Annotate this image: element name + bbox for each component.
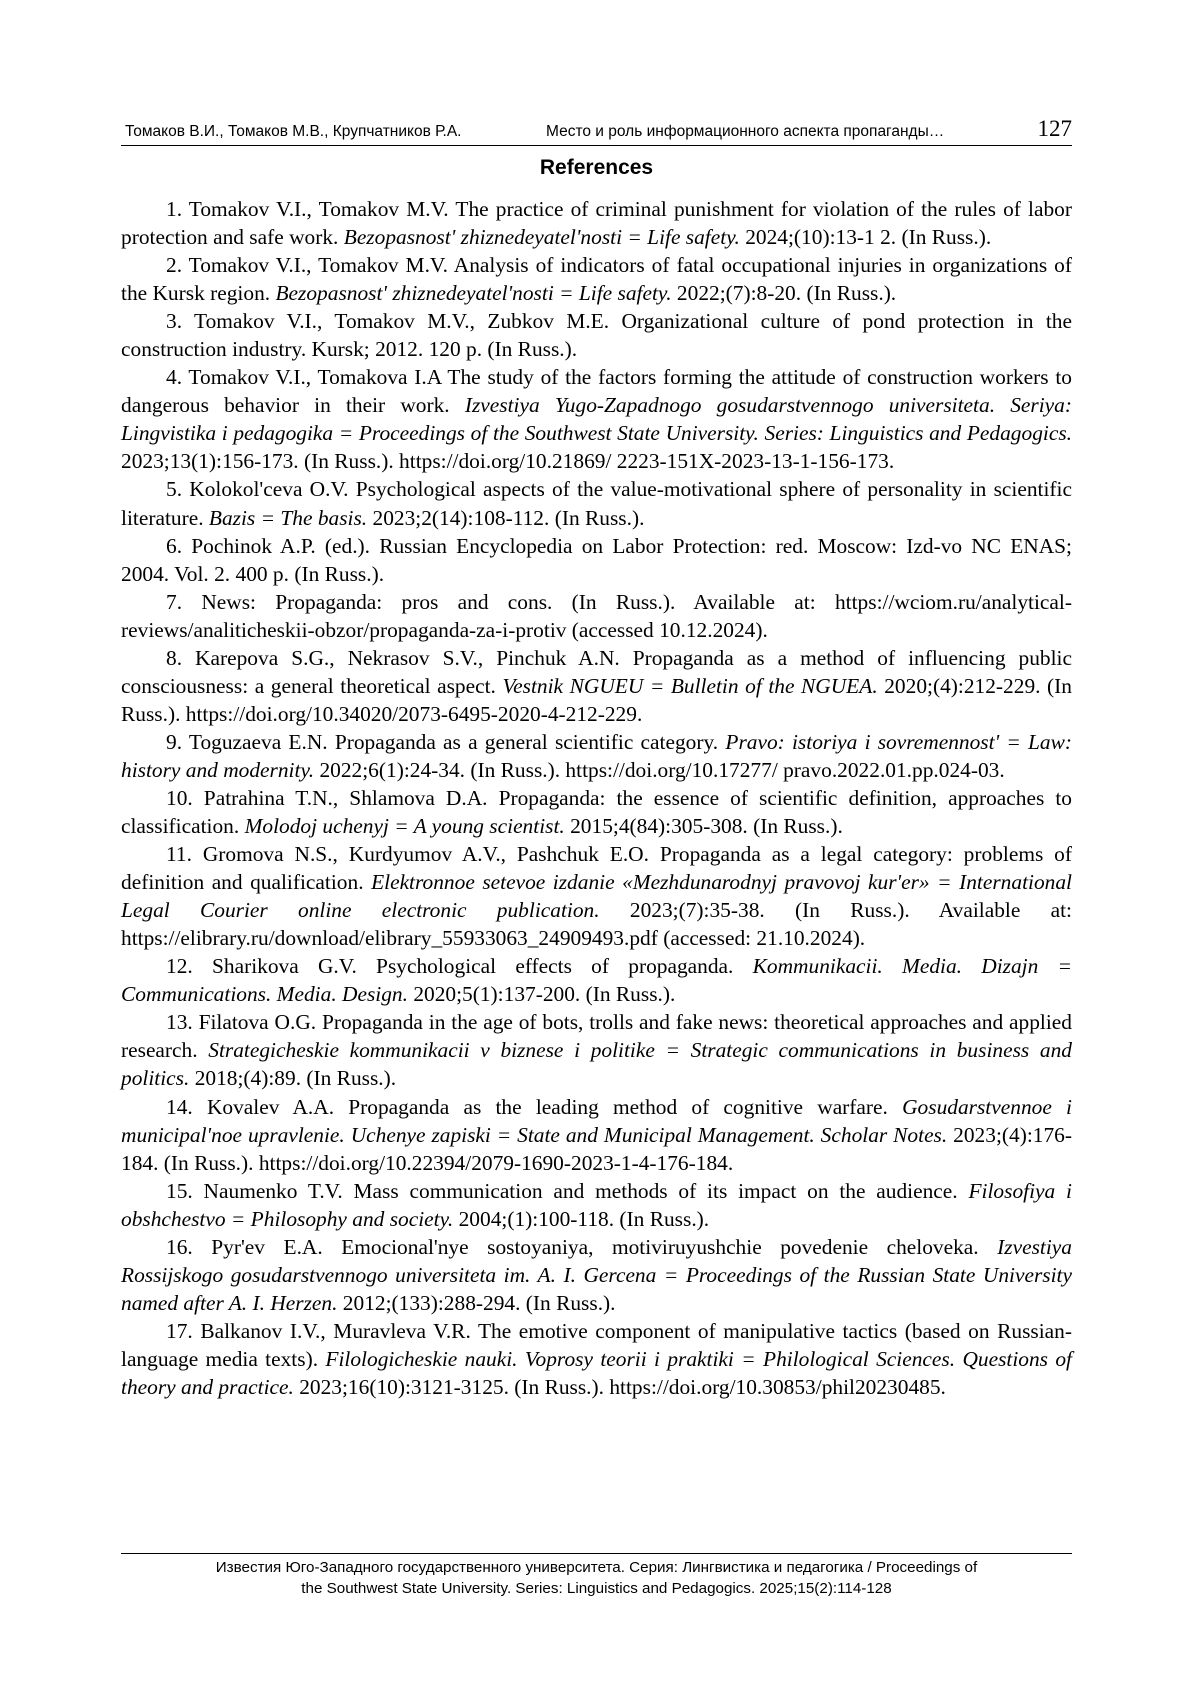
reference-source: Bezopasnost' zhiznedeyatel'nosti = Life safety. (275, 281, 672, 306)
reference-text: 11. Gromova N.S., Kurdyumov A.V., Pashchuk E.O. Propaganda as a legal category: problems of definition and qualification. (121, 842, 1072, 895)
reference-item (121, 728, 1072, 784)
page-number: 127 (1037, 116, 1072, 141)
reference-text: 2024;(10):13-1 2. (In Russ.). (739, 225, 992, 250)
reference-text: 2018;(4):89. (In Russ.). (189, 1066, 397, 1091)
reference-text: 1. Tomakov V.I., Tomakov M.V. The practice of criminal punishment for violation of the rules of labor protection and safe work. (121, 197, 1072, 250)
reference-source: Molodoj uchenyj = A young scientist. (244, 814, 565, 839)
reference-text: 10. Patrahina T.N., Shlamova D.A. Propaganda: the essence of scientific definition, approaches to classification. (121, 785, 1072, 839)
reference-source: Izvestiya Yugo-Zapadnogo gosudarstvennogo universiteta. Seriya: Lingvistika i pedagogika = Proceedings of the Southwest State University. Series: Linguistics and Pedagogics. (121, 393, 1072, 446)
reference-text: 2022;6(1):24-34. (In Russ.). https://doi.org/10.17277/ pravo.2022.01.pp.024-03. (314, 757, 1005, 782)
reference-text: 2020;(4):212-229. (In Russ.). https://doi.org/10.34020/2073-6495-2020-4-212-229. (121, 673, 1072, 726)
reference-item (121, 251, 1072, 307)
reference-text: 2004;(1):100-118. (In Russ.). (453, 1206, 710, 1231)
reference-item (121, 1233, 1072, 1317)
footer-divider (121, 1553, 1072, 1554)
reference-source: Vestnik NGUEU = Bulletin of the NGUEA. (502, 673, 878, 698)
reference-text: 15. Naumenko T.V. Mass communication and methods of its impact on the audience. (166, 1178, 969, 1203)
reference-text: 14. Kovalev A.A. Propaganda as the leading method of cognitive warfare. (166, 1094, 903, 1119)
reference-text: 8. Karepova S.G., Nekrasov S.V., Pinchuk A.N. Propaganda as a method of influencing public consciousness: a general theoretical aspect. (121, 645, 1072, 698)
reference-text: 3. Tomakov V.I., Tomakov M.V., Zubkov M.E. Organizational culture of pond protection in the construction industry. Kursk; 2012. 120 p. (In Russ.). (121, 309, 1072, 362)
reference-item (121, 1317, 1072, 1401)
reference-item (121, 1177, 1072, 1233)
journal-footer (121, 1557, 1072, 1599)
reference-text: 12. Sharikova G.V. Psychological effects of propaganda. (166, 954, 753, 979)
reference-item (121, 840, 1072, 952)
reference-source: Izvestiya Rossijskogo gosudarstvennogo universiteta im. A. I. Gercena = Proceedings of the Russian State University named after A. I. Herzen. (121, 1234, 1072, 1315)
running-head-authors: Томаков В.И., Томаков М.В., Крупчатников Р.А. (125, 123, 462, 140)
reference-text: 2012;(133):288-294. (In Russ.). (337, 1290, 616, 1315)
reference-item (121, 532, 1072, 588)
footer-line-1: Известия Юго-Западного государственного университета. Серия: Лингвистика и педагогика / Proceedings of (215, 1559, 978, 1576)
reference-text: 2022;(7):8-20. (In Russ.). (671, 281, 897, 306)
reference-source: Gosudarstvennoe i municipal'noe upravlenie. Uchenye zapiski = State and Municipal Management. Scholar Notes. (121, 1094, 1072, 1147)
reference-text: 2020;5(1):137-200. (In Russ.). (407, 982, 676, 1007)
reference-item (121, 784, 1072, 840)
reference-source: Kommunikacii. Media. Dizajn = Communications. Media. Design. (121, 954, 1072, 1007)
reference-text: 2023;(4):176-184. (In Russ.). https://doi.org/10.22394/2079-1690-2023-1-4-176-184. (121, 1122, 1072, 1175)
header-divider (121, 145, 1072, 146)
reference-text: 17. Balkanov I.V., Muravleva V.R. The emotive component of manipulative tactics (based on Russian-language media texts). (121, 1318, 1072, 1371)
reference-source: Filologicheskie nauki. Voprosy teorii i praktiki = Philological Sciences. Questions of theory and practice. (121, 1346, 1072, 1399)
reference-text: 7. News: Propaganda: pros and cons. (In Russ.). Available at: https://wciom.ru/analytical-​reviews/analiticheskii-obzor/propaganda-za-i-protiv (accessed 10.12.2024). (121, 589, 1072, 642)
reference-source: Bezopasnost' zhiznedeyatel'nosti = Life safety. (343, 225, 740, 250)
reference-text: 16. Pyr'ev E.A. Emocional'nye sostoyaniya, motiviruyushchie povedenie cheloveka. (166, 1234, 998, 1259)
reference-text: 5. Kolokol'ceva O.V. Psychological aspects of the value-motivational sphere of personality in scientific literature. (121, 477, 1072, 530)
reference-text: 4. Tomakov V.I., Tomakova I.A The study of the factors forming the attitude of construction workers to dangerous behavior in their work. (121, 365, 1072, 418)
reference-text: 2023;13(1):156-173. (In Russ.). https://doi.org/10.21869/ 2223-151X-2023-13-1-156-173. (121, 449, 895, 474)
reference-text: 2. Tomakov V.I., Tomakov M.V. Analysis of indicators of fatal occupational injuries in organizations of the Kursk region. (121, 253, 1072, 306)
reference-text: 6. Pochinok A.P. (ed.). Russian Encyclopedia on Labor Protection: red. Moscow: Izd-vo NC ENAS; 2004. Vol. 2. 400 p. (In Russ.). (121, 533, 1072, 586)
reference-item (121, 363, 1072, 475)
reference-source: Filosofiya i obshchestvo = Philosophy and society. (121, 1178, 1072, 1231)
reference-text: 2015;4(84):305-308. (In Russ.). (564, 814, 843, 839)
reference-item (121, 588, 1072, 644)
reference-item (121, 475, 1072, 531)
running-head-title: Место и роль информационного аспекта пропаганды… (546, 123, 945, 140)
footer-line-2: the Southwest State University. Series: Linguistics and Pedagogics. 2025;15(2):114-128 (301, 1580, 892, 1597)
reference-item (121, 195, 1072, 251)
reference-item (121, 1093, 1072, 1177)
reference-source: Bazis = The basis. (208, 505, 368, 530)
reference-source: Pravo: istoriya i sovremennost' = Law: history and modernity. (121, 729, 1072, 782)
reference-text: 9. Toguzaeva E.N. Propaganda as a general scientific category. (166, 729, 726, 754)
reference-text: 13. Filatova O.G. Propaganda in the age of bots, trolls and fake news: theoretical approaches and applied research. (121, 1010, 1072, 1063)
reference-text: 2023;(7):35-38. (In Russ.). Available at: https://elibrary.ru/download/elibrary_55933063_24909493.pdf (accessed: 21.10.2024). (121, 898, 1073, 951)
reference-item (121, 644, 1072, 728)
section-title: References (539, 156, 654, 179)
reference-source: Elektronnoe setevoe izdanie «Mezhdunarodnyj pravovoj kur'er» = International Legal Courier online electronic publication. (121, 870, 1072, 923)
reference-item (121, 1008, 1072, 1092)
reference-text: 2023;16(10):3121-3125. (In Russ.). https://doi.org/10.30853/phil20230485. (293, 1374, 946, 1399)
reference-source: Strategicheskie kommunikacii v biznese i politike = Strategic communications in business and politics. (121, 1038, 1072, 1091)
reference-item (121, 307, 1072, 363)
references-list (121, 195, 1072, 1401)
reference-item (121, 952, 1072, 1008)
reference-text: 2023;2(14):108-112. (In Russ.). (367, 505, 645, 530)
